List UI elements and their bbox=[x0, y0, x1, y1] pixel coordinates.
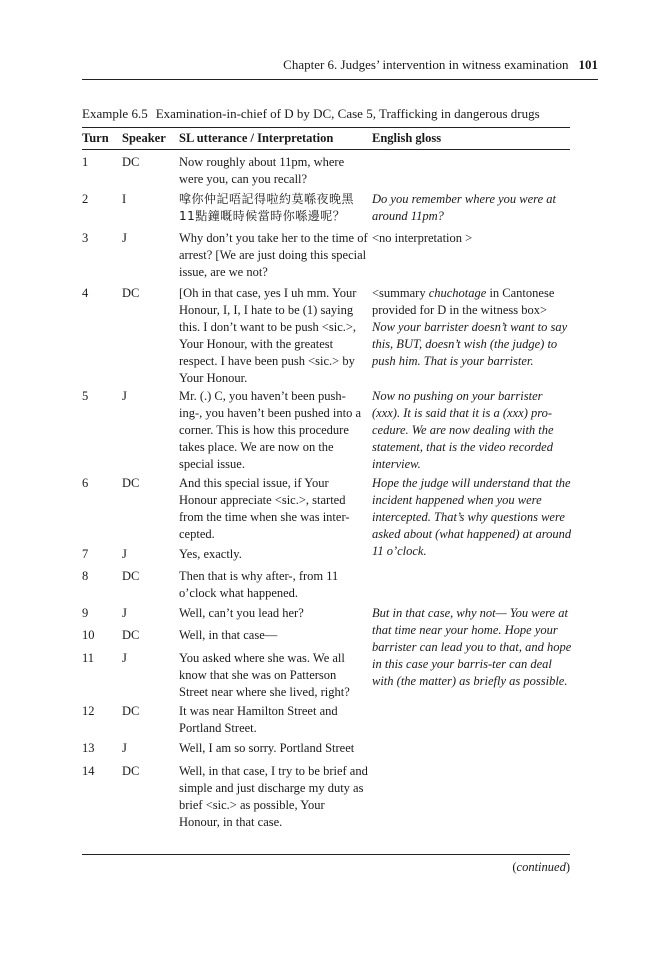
turn-number: 13 bbox=[82, 741, 95, 755]
continued-close: ) bbox=[565, 860, 570, 874]
utterance: Then that is why after-, from 11 o’clock what happened. bbox=[179, 569, 339, 600]
utterance: Now roughly about 11pm, where were you, can you recall? bbox=[179, 155, 345, 186]
continued-open: ( bbox=[512, 860, 517, 874]
utterance: 嗱你仲記唔記得啦約莫喺夜晚黑11點鐘嘅時候當時你喺邊呢？ bbox=[179, 192, 355, 223]
turn-number: 4 bbox=[82, 286, 89, 300]
turn-number: 5 bbox=[82, 389, 89, 403]
speaker: J bbox=[122, 231, 127, 245]
speaker: J bbox=[122, 547, 127, 561]
utterance: Yes, exactly. bbox=[179, 547, 242, 561]
gloss-9: But in that case, why not— You were at that time near your home. Hope your barrister can lead you to that, and hope in this case your barris-ter can deal with (the matter) as briefly as possible. bbox=[372, 606, 572, 688]
speaker: DC bbox=[122, 286, 140, 300]
utterance: Well, I am so sorry. Portland Street bbox=[179, 741, 355, 755]
gloss-6: Hope the judge will understand that the incident happened when you were intercepted. That’s why questions were asked about (what happened) at around 11 o’clock. bbox=[372, 476, 572, 558]
speaker: DC bbox=[122, 569, 140, 583]
utterance: Well, in that case, I try to be brief and simple and just discharge my duty as brief <sic.> as possible, Your Honour, in that case. bbox=[179, 764, 368, 829]
gloss-2: Do you remember where you were at around 11pm? bbox=[372, 192, 556, 223]
utterance: You asked where she was. We all know that she was on Patterson Street near where she lived, right? bbox=[179, 651, 350, 699]
continued-note bbox=[82, 860, 570, 875]
utterance: [Oh in that case, yes I uh mm. Your Honour, I, I, I hate to be (1) saying this. I don’t want to be push <sic.>, Your Honour, with the greatest respect. I have been push <sic.> by Your Honour. bbox=[179, 286, 357, 385]
turn-number: 6 bbox=[82, 476, 89, 490]
speaker: DC bbox=[122, 764, 140, 778]
speaker: DC bbox=[122, 628, 140, 642]
turn-number: 2 bbox=[82, 192, 89, 206]
turn-number: 3 bbox=[82, 231, 89, 245]
speaker: J bbox=[122, 651, 127, 665]
turn-number: 9 bbox=[82, 606, 89, 620]
speaker: DC bbox=[122, 476, 140, 490]
speaker: J bbox=[122, 389, 127, 403]
utterance: Mr. (.) C, you haven’t been push-ing-, you haven’t been pushed into a corner. This is how this procedure takes place. We are now on the special issue. bbox=[179, 389, 362, 471]
speaker: DC bbox=[122, 704, 140, 718]
turn-number: 11 bbox=[82, 651, 95, 665]
table-bottom-rule bbox=[82, 854, 570, 855]
gloss-4-translation: Now your barrister doesn’t want to say this, BUT, doesn’t wish (the judge) to push him. That is your barrister. bbox=[372, 320, 568, 368]
example-label: Example 6.5 bbox=[82, 106, 148, 121]
gloss-3-wrap bbox=[372, 230, 572, 247]
turn-number: 14 bbox=[82, 764, 95, 778]
col-gloss: English gloss bbox=[372, 131, 442, 145]
example-caption bbox=[82, 106, 570, 122]
turn-number: 10 bbox=[82, 628, 95, 642]
gloss-4-note-a: <summary bbox=[372, 286, 429, 300]
utterance: And this special issue, if Your Honour appreciate <sic.>, started from the time when she was inter-cepted. bbox=[179, 476, 350, 541]
col-utterance: SL utterance / Interpretation bbox=[179, 131, 334, 145]
utterance: Why don’t you take her to the time of arrest? [We are just doing this special issue, are we not? bbox=[179, 231, 368, 279]
page-number: 101 bbox=[578, 57, 598, 72]
speaker: I bbox=[122, 192, 127, 206]
col-speaker: Speaker bbox=[122, 131, 166, 145]
continued-word: continued bbox=[516, 860, 566, 874]
example-title: Examination-in-chief of D by DC, Case 5, Trafficking in dangerous drugs bbox=[155, 106, 540, 121]
turn-number: 1 bbox=[82, 155, 89, 169]
table-header bbox=[82, 128, 570, 150]
utterance: It was near Hamilton Street and Portland Street. bbox=[179, 704, 338, 735]
gloss-4-note-c: in Cantonese provided for D in the witness box> bbox=[372, 286, 555, 317]
utterance: Well, in that case— bbox=[179, 628, 278, 642]
turn-number: 7 bbox=[82, 547, 89, 561]
turn-number: 8 bbox=[82, 569, 89, 583]
speaker: J bbox=[122, 741, 127, 755]
gloss-4-note-term: chuchotage bbox=[428, 286, 487, 300]
col-turn: Turn bbox=[82, 131, 109, 145]
turn-number: 12 bbox=[82, 704, 95, 718]
chapter-title: Chapter 6. Judges’ intervention in witness examination bbox=[283, 57, 569, 72]
gloss-3: <no interpretation > bbox=[372, 231, 473, 245]
gloss-4 bbox=[372, 285, 572, 370]
transcript-table bbox=[82, 127, 570, 855]
speaker: DC bbox=[122, 155, 140, 169]
speaker: J bbox=[122, 606, 127, 620]
running-header bbox=[82, 57, 598, 80]
gloss-5: Now no pushing on your barrister (xxx). It is said that it is a (xxx) pro-cedure. We are now dealing with the statement, that is the video recorded interview. bbox=[372, 389, 554, 471]
utterance: Well, can’t you lead her? bbox=[179, 606, 304, 620]
